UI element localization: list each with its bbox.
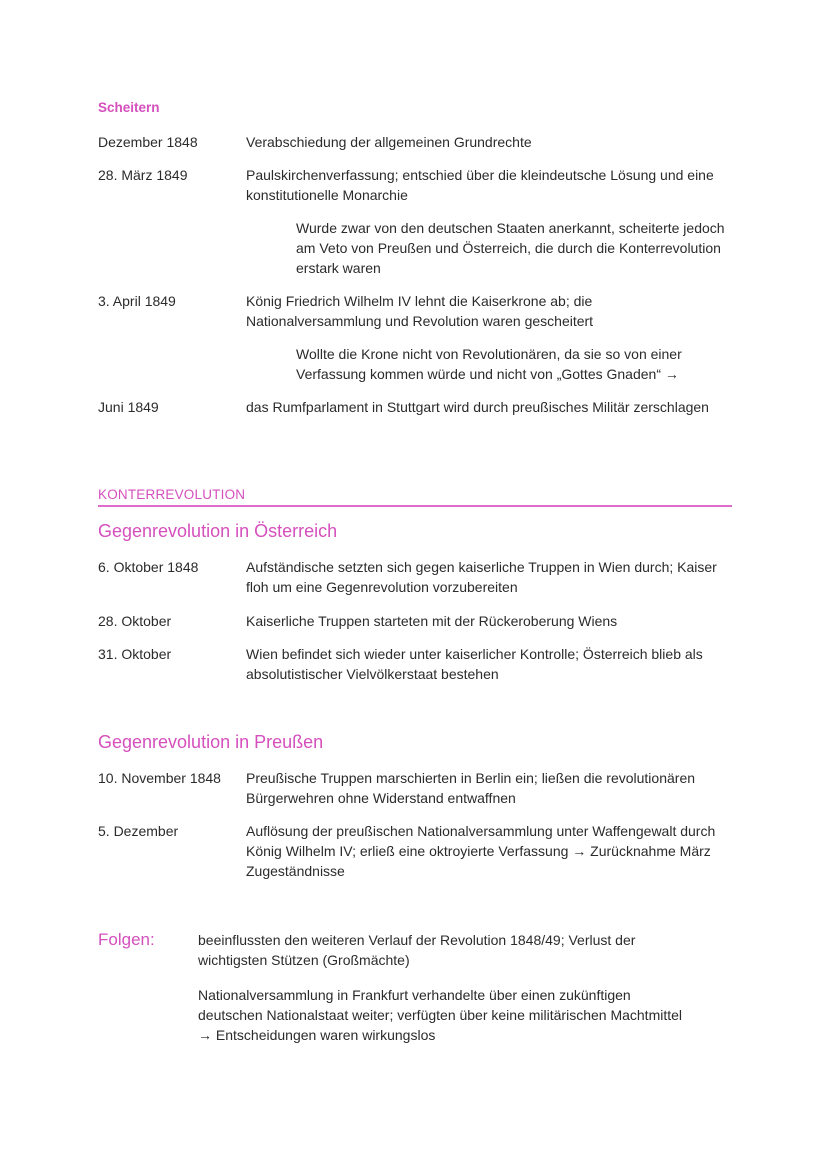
timeline-text: Auflösung der preußischen Nationalversammlung unter Waffengewalt durch König Wilhelm IV; erließ eine oktroyierte Verfassung → Zurücknahme März Zugeständnisse — [246, 823, 716, 879]
timeline-text: Verabschiedung der allgemeinen Grundrechte — [246, 134, 532, 150]
timeline-date: Juni 1849 — [98, 399, 159, 415]
folgen-label: Folgen: — [98, 930, 155, 949]
timeline-date: 5. Dezember — [98, 823, 179, 839]
indented-note: Wurde zwar von den deutschen Staaten anerkannt, scheiterte jedoch am Veto von Preußen und Österreich, die durch die Konterrevolution erstark waren — [296, 220, 725, 276]
subheading-oesterreich: Gegenrevolution in Österreich — [98, 521, 338, 541]
timeline-text: Preußische Truppen marschierten in Berlin ein; ließen die revolutionären Bürgerwehren ohne Widerstand entwaffnen — [246, 770, 696, 806]
timeline-date: 31. Oktober — [98, 646, 172, 662]
timeline-date: 6. Oktober 1848 — [98, 559, 199, 575]
timeline-date: 3. April 1849 — [98, 293, 176, 309]
indented-note: Wollte die Krone nicht von Revolutionären, da sie so von einer Verfassung kommen würde und nicht von „Gottes Gnaden“ → — [296, 346, 682, 382]
timeline-text: König Friedrich Wilhelm IV lehnt die Kaiserkrone ab; die Nationalversammlung und Revolution waren gescheitert — [246, 293, 594, 329]
timeline-text: Aufständische setzten sich gegen kaiserliche Truppen in Wien durch; Kaiser floh um eine Gegenrevolution vorzubereiten — [246, 559, 717, 595]
folgen-paragraph: beeinflussten den weiteren Verlauf der Revolution 1848/49; Verlust der wichtigsten Stützen (Großmächte) — [198, 932, 636, 968]
timeline-date: 28. Oktober — [98, 613, 172, 629]
timeline-date: 10. November 1848 — [98, 770, 221, 786]
section-heading-scheitern: Scheitern — [98, 100, 160, 115]
timeline-text: Paulskirchenverfassung; entschied über die kleindeutsche Lösung und eine konstitutionelle Monarchie — [246, 167, 714, 203]
timeline-date: 28. März 1849 — [98, 167, 188, 183]
timeline-text: das Rumfparlament in Stuttgart wird durch preußisches Militär zerschlagen — [246, 399, 709, 415]
timeline-date: Dezember 1848 — [98, 134, 198, 150]
subheading-preussen: Gegenrevolution in Preußen — [98, 732, 324, 752]
timeline-text: Wien befindet sich wieder unter kaiserlicher Kontrolle; Österreich blieb als absolutistischer Vielvölkerstaat bestehen — [246, 646, 703, 682]
section-divider — [98, 505, 732, 507]
section-label-konterrevolution: KONTERREVOLUTION — [98, 487, 246, 502]
folgen-paragraph: Nationalversammlung in Frankfurt verhandelte über einen zukünftigen deutschen Nationalstaat weiter; verfügten über keine militärischen Machtmittel → Entscheidungen waren wirkungslos — [198, 987, 683, 1043]
timeline-text: Kaiserliche Truppen starteten mit der Rückeroberung Wiens — [246, 613, 618, 629]
